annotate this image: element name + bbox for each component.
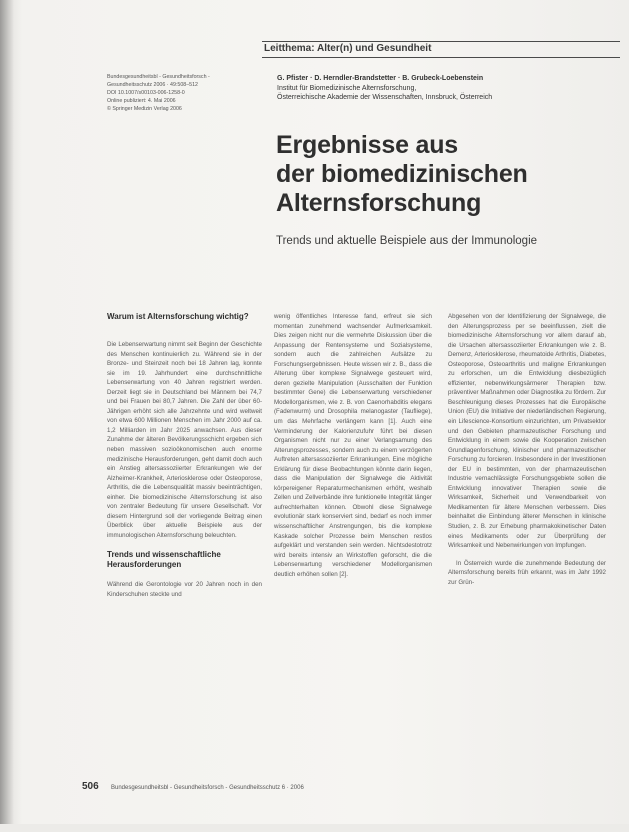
author-block [277, 74, 492, 103]
title-line: Alternsforschung [276, 189, 482, 217]
meta-line: DOI 10.1007/s00103-006-1258-0 [107, 90, 185, 96]
body-paragraph: Abgesehen von der Identifizierung der Signalwege, die den Alterungsprozess per se beeinflussen, zielt die biomedizinische Alternsforschung vor allem darauf ab, die Ursachen altersassoziierter Erkrankungen wie z. B. Demenz, Arteriosklerose, rheumatoide Arthritis, Diabetes, Osteoporose, Osteoarthritis und maligne Erkrankungen zu erforschen, um die Entwicklung diesbezüglich effizienter, nebenwirkungsärmerer Therapien bzw. präventiver Maßnahmen oder Diagnostika zu fördern. Zur Beschleunigung dieses Prozesses hat die Europäische Union (EU) die Initiative der niederländischen Regierung, ein Lifescience-Konsortium einzurichten, um Privatsektor und den Gebieten pharmazeutischer Forschung und Entwicklung in einem sowie die Kooperation zwischen Grundlagenforschung, klinischer und pharmazeutischer Forschung zu forcieren. Insbesondere in der Investitionen der EU in bestimmten, von der pharmazeutischen Industrie vernachlässigte Forschungsgebiete sollen die Entwicklung innovativer Therapien sowie die Wirksamkeit, Sicherheit und Verwendbarkeit von Medikamenten für ältere Menschen verbessern. Dies beinhaltet die Einbindung älterer Menschen in klinische Studien, z. B. zur Erhebung pharmakokinetischer Daten eines Medikaments oder zur Überprüfung der Wirksamkeit und Nebenwirkungen von Impfungen. [448, 313, 606, 550]
body-paragraph: In Österreich wurde die zunehmende Bedeutung der Alternsforschung bereits früh erkannt, was im Jahr 1992 zur Grün- [448, 559, 606, 586]
body-paragraph: Die Lebenserwartung nimmt seit Beginn der Geschichte des Menschen kontinuierlich zu. Während sie in der Bronze- und Steinzeit noch bei 18 Jahren lag, konnte sie im 19. Jahrhundert eine durchschnittliche Lebenserwartung von 40 Jahren registriert werden. Derzeit liegt sie in Deutschland bei Männern bei 74,7 und bei Frauen bei 80,7 Jahren. Die Zahl der über 60-Jährigen erhöht sich alle Jahrzehnte und wird weltweit von etwa 600 Millionen Menschen im Jahr 2000 auf ca. 1,2 Milliarden im Jahr 2025 anwachsen. Aus dieser Zunahme der älteren Bevölkerungsschicht ergeben sich neben massiven sozioökonomischen auch enorme medizinische Herausforderungen, geht damit doch auch ein Anstieg altersassoziierter Erkrankungen wie der Alzheimer-Krankheit, Arteriosklerose oder Osteoporose, Arthritis, die die Lebensqualität massiv beeinträchtigen, einher. Die biomedizinische Alternsforschung ist also von zentraler Bedeutung für unsere Gesellschaft. Vor diesem Hintergrund soll der vorliegende Beitrag einen Überblick über aktuelle Beispiele aus der immunologischen Alternsforschung beleuchten. [107, 341, 262, 539]
meta-line: Bundesgesundheitsbl - Gesundheitsforsch - [107, 74, 210, 80]
body-column-3 [448, 312, 606, 812]
article-subtitle: Trends und aktuelle Beispiele aus der Immunologie [276, 235, 538, 247]
meta-line: © Springer Medizin Verlag 2006 [107, 106, 182, 112]
header-rule-top [262, 41, 620, 42]
body-column-1 [107, 312, 262, 832]
header-rule-bottom [262, 57, 620, 58]
academy: Österreichische Akademie der Wissenschaften, Innsbruck, Österreich [277, 94, 493, 101]
journal-footer: Bundesgesundheitsbl - Gesundheitsforsch - Gesundheitsschutz 6 · 2006 [111, 785, 304, 791]
meta-line: Gesundheitsschutz 2006 · 49:508–512 [107, 82, 198, 88]
section-heading: Warum ist Alternsforschung wichtig? [107, 312, 249, 321]
page-number: 506 [82, 781, 99, 792]
body-paragraph: Während die Gerontologie vor 20 Jahren noch in den Kinderschuhen steckte und [107, 581, 262, 599]
title-line: der biomedizinischen [276, 160, 528, 188]
article-title [276, 131, 528, 218]
body-column-2 [274, 312, 432, 752]
title-line: Ergebnisse aus [276, 131, 459, 159]
section-heading: Trends und wissenschaftliche Herausforderungen [107, 550, 221, 570]
meta-line: Online publiziert: 4. Mai 2006 [107, 98, 176, 104]
body-paragraph: wenig öffentliches Interesse fand, erfreut sie sich momentan zunehmend wachsender Aufmerksamkeit. Dies zeigen nicht nur die vermehrte Diskussion über die Anpassung der Rentensysteme und Sozialsysteme, sondern auch die zahlreichen Aufsätze zu Forschungsergebnissen. Heute wissen wir z. B., dass die Alterung über komplexe Signalwege gesteuert wird, deren gezielte Manipulation (Ausschalten der Funktion bestimmter Gene) die Lebenserwartung verschiedener Modellorganismen, wie z. B. von Caenorhabditis elegans (Fadenwurm) und Drosophila melanogaster (Taufliege), um das Mehrfache verlängern kann [1]. Auch eine Verminderung der Kalorienzufuhr führt bei diesen Organismen nicht nur zu einer Verlangsamung des Alterungsprozesses, sondern auch zu einem verzögerten Auftreten altersassoziierter Erkrankungen. Eine mögliche Erklärung für diese Beobachtungen könnte darin liegen, dass die Manipulation der Signalwege die Aktivität körpereigener Reparaturmechanismen erhöht, weshalb Zellen und Zellverbände ihre funktionelle Integrität länger aufrechterhalten können. Obwohl diese Signalwege evolutionär stark konserviert sind, bedarf es noch immer wissenschaftlicher Anstrengungen, bis die komplexe Kaskade solcher Prozesse beim Menschen restlos aufgeklärt und verstanden sein werden. Nichtsdestotrotz wird bereits intensiv an Wirkstoffen geforscht, die die Lebenserwartung verschiedener Modellorganismen deutlich erhöhen sollen [2]. [274, 313, 432, 578]
institute: Institut für Biomedizinische Alternsforschung, [277, 84, 417, 92]
topic-label: Leitthema: Alter(n) und Gesundheit [264, 43, 432, 54]
author-names: G. Pfister · D. Herndler-Brandstetter · B. Grubeck-Loebenstein [277, 75, 484, 82]
publication-meta [107, 73, 210, 113]
scan-edge-shadow [0, 0, 14, 824]
